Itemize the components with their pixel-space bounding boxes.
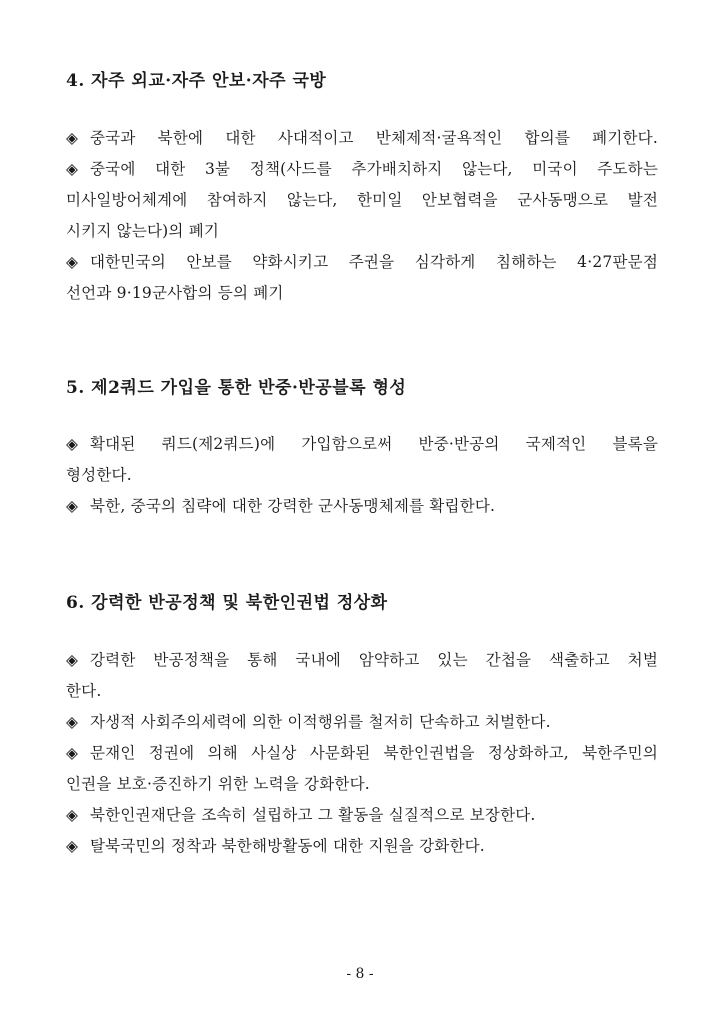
text-line: 인권을 보호·증진하기 위한 노력을 강화한다. bbox=[66, 775, 370, 793]
section-heading-6: 6. 강력한 반공정책 및 북한인권법 정상화 bbox=[66, 593, 388, 613]
bullet-item: ◈ 대한민국의 안보를 약화시키고 주권을 심각하게 침해하는 4·27판문점 bbox=[66, 253, 658, 271]
diamond-bullet-icon: ◈ bbox=[66, 651, 79, 669]
diamond-bullet-icon: ◈ bbox=[66, 435, 79, 453]
bullet-item: ◈ 확대된 쿼드(제2쿼드)에 가입함으로써 반중·반공의 국제적인 블록을 bbox=[66, 435, 658, 453]
bullet-item: ◈ 문재인 정권에 의해 사실상 사문화된 북한인권법을 정상화하고, 북한주민의 bbox=[66, 744, 658, 762]
bullet-item: ◈ 중국에 대한 3불 정책(사드를 추가배치하지 않는다, 미국이 주도하는 bbox=[66, 160, 658, 178]
text-line: 한다. bbox=[66, 682, 102, 700]
bullet-item: ◈ 북한인권재단을 조속히 설립하고 그 활동을 실질적으로 보장한다. bbox=[66, 806, 536, 824]
bullet-item: ◈ 탈북국민의 정착과 북한해방활동에 대한 지원을 강화한다. bbox=[66, 837, 485, 855]
text-line: 형성한다. bbox=[66, 466, 132, 484]
diamond-bullet-icon: ◈ bbox=[66, 837, 79, 855]
section-heading-4: 4. 자주 외교·자주 안보·자주 국방 bbox=[66, 71, 327, 91]
bullet-item: ◈ 자생적 사회주의세력에 의한 이적행위를 철저히 단속하고 처벌한다. bbox=[66, 713, 551, 731]
page-number: - 8 - bbox=[346, 966, 374, 982]
text-line: 선언과 9·19군사합의 등의 폐기 bbox=[66, 284, 284, 302]
diamond-bullet-icon: ◈ bbox=[66, 253, 79, 271]
diamond-bullet-icon: ◈ bbox=[66, 744, 79, 762]
bullet-item: ◈ 북한, 중국의 침략에 대한 강력한 군사동맹체제를 확립한다. bbox=[66, 497, 496, 515]
diamond-bullet-icon: ◈ bbox=[66, 129, 79, 147]
bullet-item: ◈ 중국과 북한에 대한 사대적이고 반체제적·굴욕적인 합의를 폐기한다. bbox=[66, 129, 658, 147]
bullet-item: ◈ 강력한 반공정책을 통해 국내에 암약하고 있는 간첩을 색출하고 처벌 bbox=[66, 651, 658, 669]
diamond-bullet-icon: ◈ bbox=[66, 713, 79, 731]
text-line: 시키지 않는다)의 폐기 bbox=[66, 222, 220, 240]
diamond-bullet-icon: ◈ bbox=[66, 806, 79, 824]
diamond-bullet-icon: ◈ bbox=[66, 497, 79, 515]
section-heading-5: 5. 제2쿼드 가입을 통한 반중·반공블록 형성 bbox=[66, 378, 407, 398]
text-line: 미사일방어체계에 참여하지 않는다, 한미일 안보협력을 군사동맹으로 발전 bbox=[66, 191, 658, 209]
diamond-bullet-icon: ◈ bbox=[66, 160, 79, 178]
